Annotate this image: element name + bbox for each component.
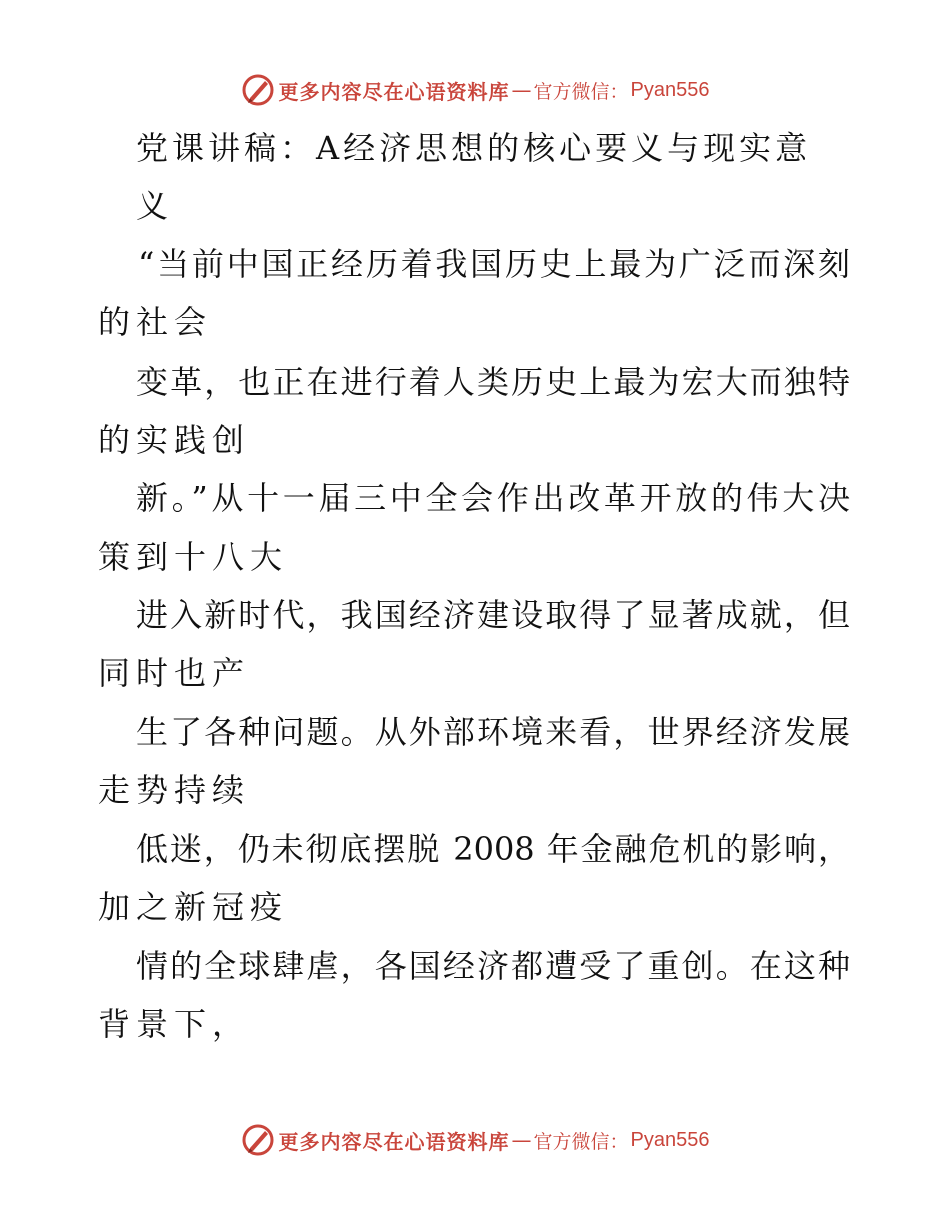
- paragraph-line: “当前中国正经历着我国历史上最为广泛而深刻: [138, 245, 850, 283]
- paragraph-line: 变革，也正在进行着人类历史上最为宏大而独特: [136, 363, 850, 401]
- pen-logo-icon: [241, 1123, 275, 1157]
- paragraph-line: 生了各种问题。从外部环境来看，世界经济发展: [136, 713, 850, 751]
- banner-separator: —: [511, 78, 532, 102]
- paragraph-line: 的实践创: [98, 421, 251, 459]
- paragraph-line: 进入新时代，我国经济建设取得了显著成就，但: [136, 596, 850, 634]
- paragraph-line: 低迷，仍未彻底摆脱 2008 年金融危机的影响，: [136, 830, 850, 868]
- pen-logo-icon: [241, 73, 275, 107]
- paragraph-line: 走势持续: [98, 771, 251, 809]
- wechat-label: 官方微信：: [533, 1130, 629, 1153]
- paragraph-line: 加之新冠疫: [98, 888, 289, 926]
- paragraph-line: 的社会: [98, 303, 213, 341]
- paragraph-line: 情的全球肆虐，各国经济都遭受了重创。在这种: [136, 947, 850, 985]
- paragraph-line: 策到十八大: [98, 538, 289, 576]
- banner-text: 更多内容尽在心语资料库: [278, 1129, 510, 1154]
- footer-banner: [0, 1120, 950, 1160]
- banner-text: 更多内容尽在心语资料库: [278, 79, 510, 104]
- document-title-line-1: 党课讲稿：A经济思想的核心要义与现实意: [136, 129, 812, 167]
- wechat-label: 官方微信：: [533, 80, 629, 103]
- document-title-line-2: 义: [136, 187, 175, 225]
- wechat-id: Pyan556: [630, 78, 710, 101]
- paragraph-line: 同时也产: [98, 654, 251, 692]
- wechat-id: Pyan556: [630, 1128, 710, 1151]
- paragraph-line: 背景下，: [98, 1005, 251, 1043]
- header-banner: [0, 70, 950, 110]
- banner-separator: —: [511, 1128, 532, 1152]
- paragraph-line: 新。”从十一届三中全会作出改革开放的伟大决: [136, 479, 850, 517]
